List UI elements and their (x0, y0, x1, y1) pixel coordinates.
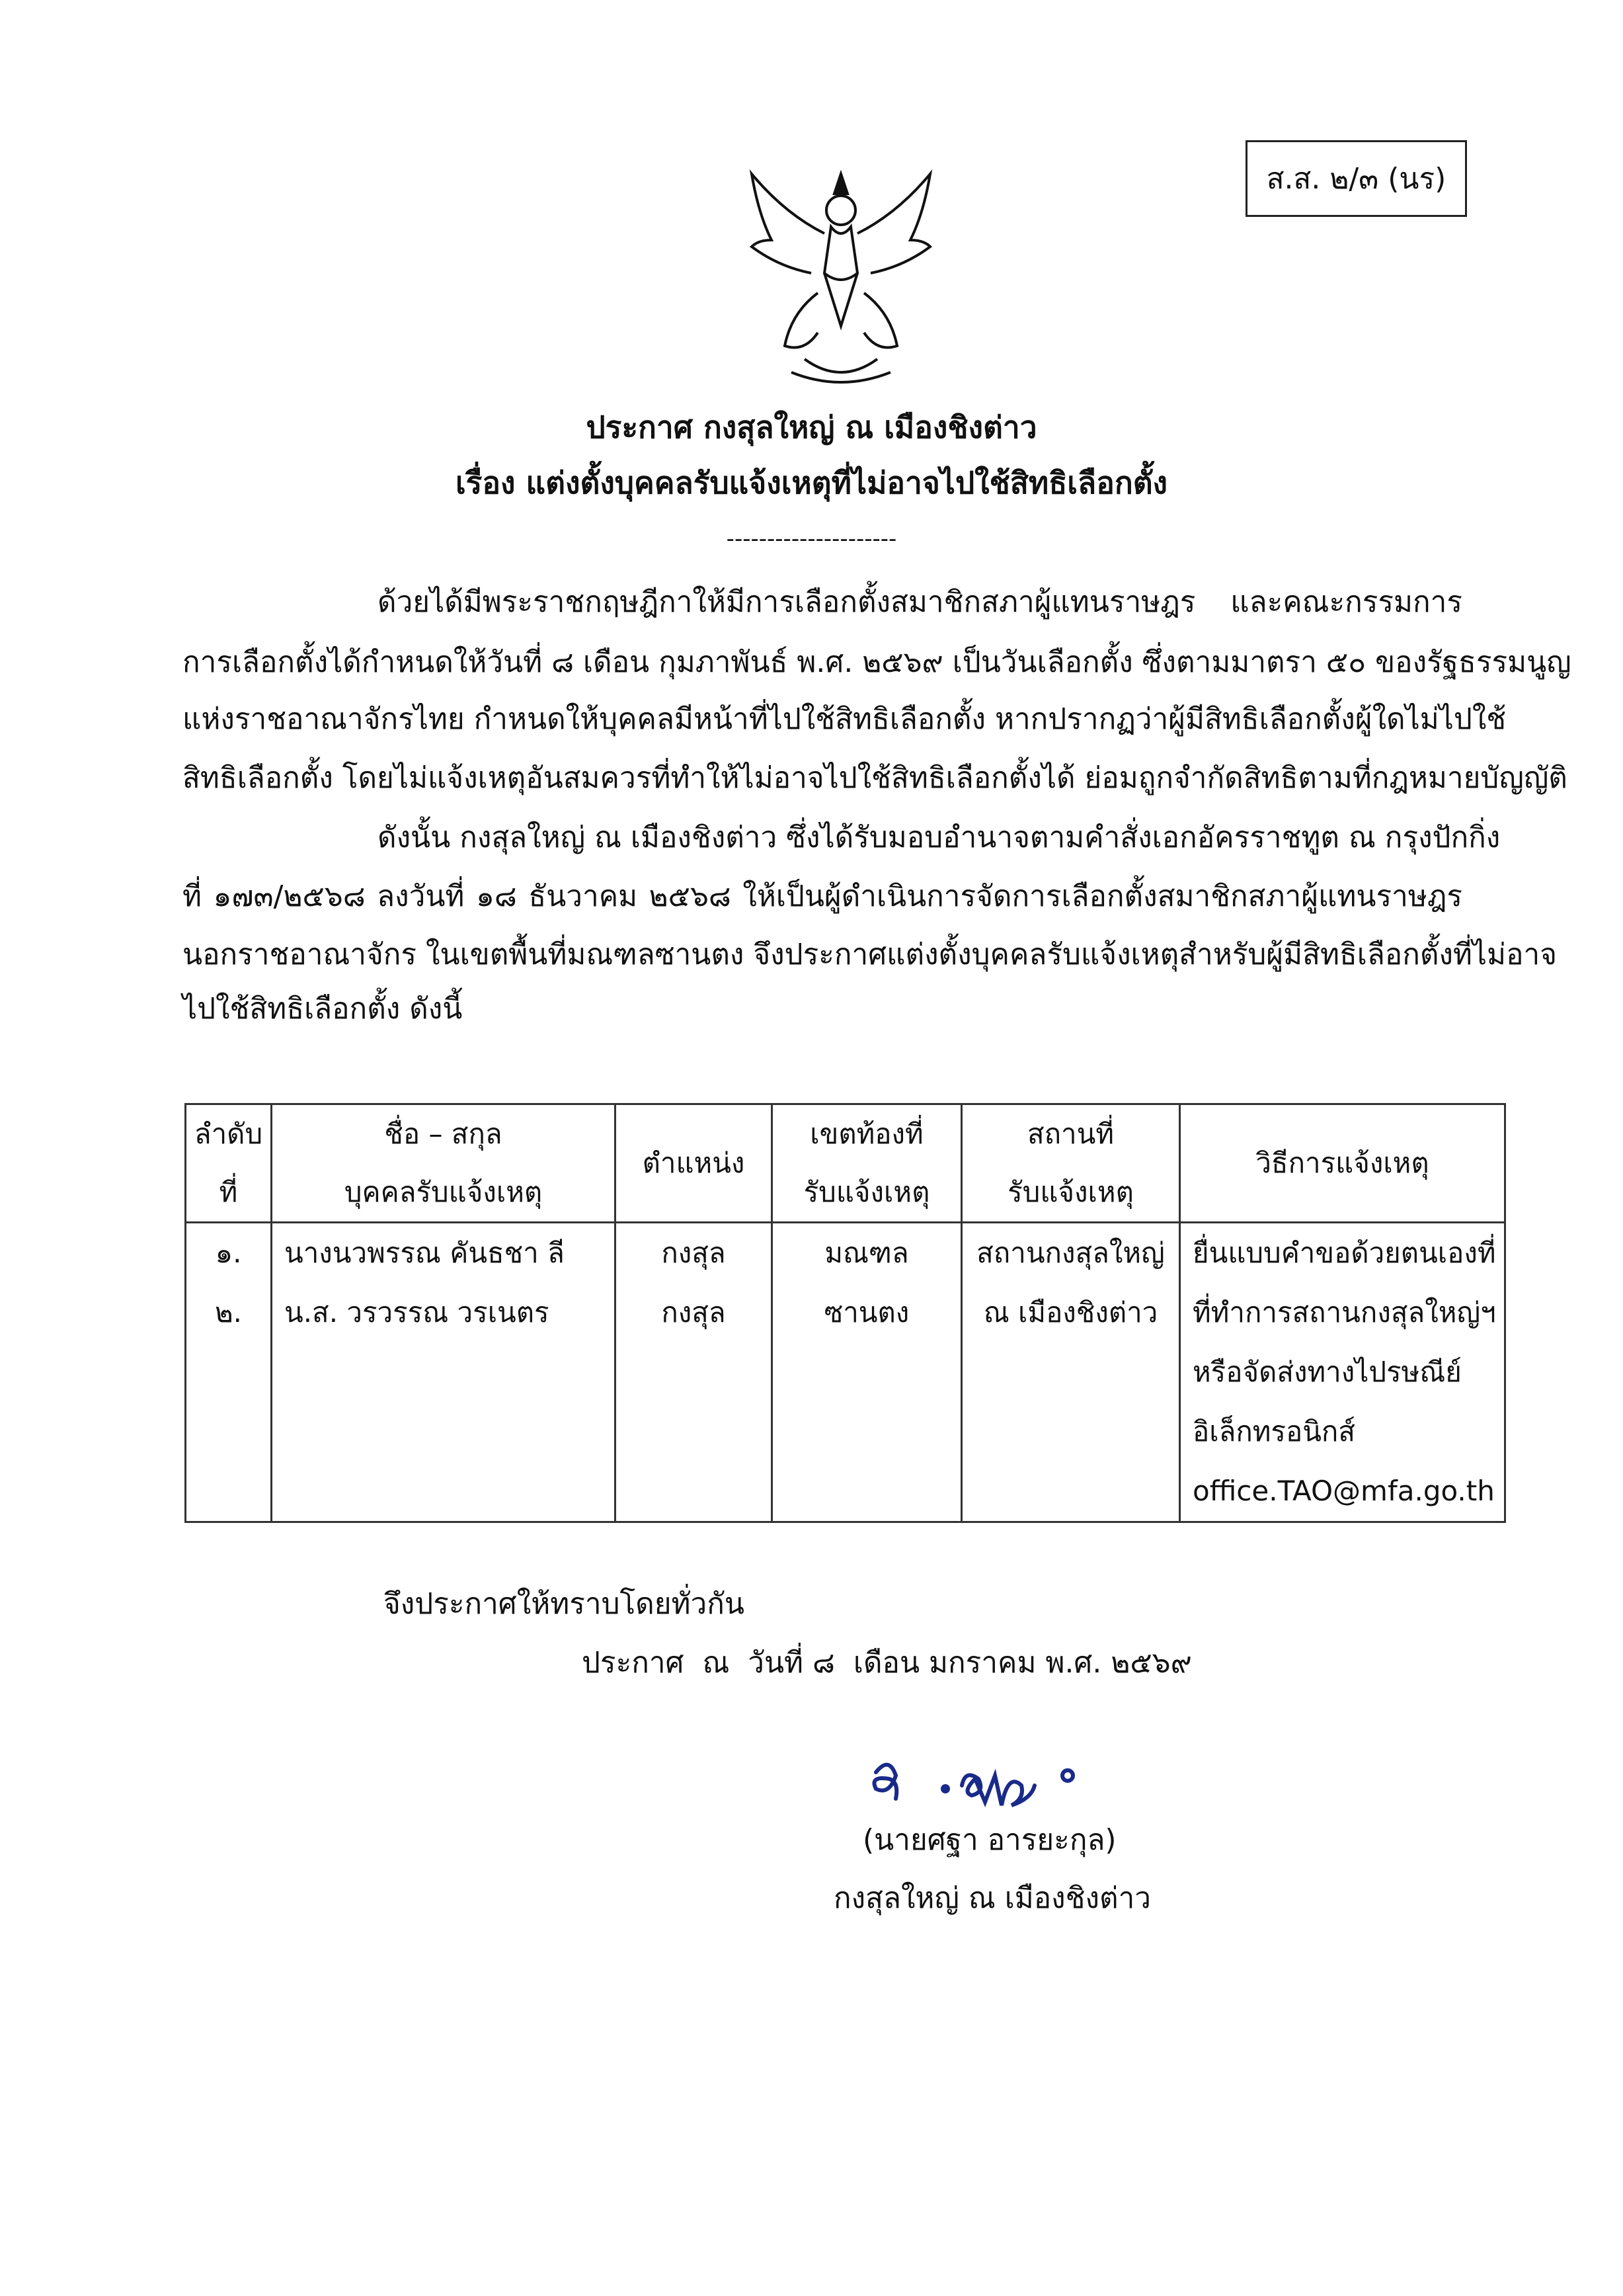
name-cell: นางนวพรรณ คันธชา ลี น.ส. วรวรรณ วรเนตร (272, 1223, 615, 1522)
announcement-title: ประกาศ กงสุลใหญ่ ณ เมืองชิงต่าว (586, 409, 1037, 445)
paragraph2-line: ที่ ๑๗๓/๒๕๖๘ ลงวันที่ ๑๘ ธันวาคม ๒๕๖๘ ให้เป็นผู้ดำเนินการจัดการเลือกตั้งสมาชิกสภาผู้แทนราษฎร (182, 880, 1462, 913)
method-cell: ยื่นแบบคำขอด้วยตนเองที่ ที่ทำการสถานกงสุลใหญ่ฯ หรือจัดส่งทางไปรษณีย์ อิเล็กทรอนิกส์ office.TAO@mfa.go.th (1180, 1223, 1505, 1522)
position-cell: กงสุล กงสุล (615, 1223, 772, 1522)
table-header-row (186, 1104, 1505, 1223)
paragraph1-line: แห่งราชอาณาจักรไทย กำหนดให้บุคคลมีหน้าที่ไปใช้สิทธิเลือกตั้ง หากปรากฏว่าผู้มีสิทธิเลือกตั้งผู้ใดไม่ไปใช้ (182, 702, 1507, 736)
form-code-box (1246, 140, 1467, 217)
header-area: เขตท้องที่ รับแจ้งเหตุ (772, 1104, 962, 1223)
header-place: สถานที่ รับแจ้งเหตุ (962, 1104, 1180, 1223)
header-no: ลำดับ ที่ (186, 1104, 272, 1223)
form-code: ส.ส. ๒/๓ (นร) (1266, 162, 1446, 196)
signature-image (863, 1752, 1091, 1815)
paragraph1-line: การเลือกตั้งได้กำหนดให้วันที่ ๘ เดือน กุมภาพันธ์ พ.ศ. ๒๕๖๙ เป็นวันเลือกตั้ง ซึ่งตามมาตรา ๕๐ ของรัฐธรรมนูญ (182, 645, 1571, 679)
separator: --------------------- (726, 526, 897, 552)
announcement-date: ประกาศ ณ วันที่ ๘ เดือน มกราคม พ.ศ. ๒๕๖๙ (582, 1646, 1192, 1680)
signer-position: กงสุลใหญ่ ณ เมืองชิงต่าว (834, 1881, 1152, 1915)
announcement-subject: เรื่อง แต่งตั้งบุคคลรับแจ้งเหตุที่ไม่อาจไปใช้สิทธิเลือกตั้ง (455, 465, 1168, 501)
area-cell: มณฑล ซานตง (772, 1223, 962, 1522)
table-body-row (186, 1223, 1505, 1522)
paragraph2-line: ดังนั้น กงสุลใหญ่ ณ เมืองชิงต่าว ซึ่งได้รับมอบอำนาจตามคำสั่งเอกอัครราชทูต ณ กรุงปักกิ่ง (377, 821, 1501, 854)
informant-table (184, 1103, 1506, 1523)
number-cell: ๑. ๒. (186, 1223, 272, 1522)
header-method: วิธีการแจ้งเหตุ (1180, 1104, 1505, 1223)
paragraph2-line: ไปใช้สิทธิเลือกตั้ง ดังนี้ (182, 992, 463, 1026)
garuda-emblem-icon (738, 161, 943, 384)
header-position: ตำแหน่ง (615, 1104, 772, 1223)
closing-text: จึงประกาศให้ทราบโดยทั่วกัน (383, 1587, 744, 1621)
header-name: ชื่อ – สกุล บุคคลรับแจ้งเหตุ (272, 1104, 615, 1223)
paragraph1-line: ด้วยได้มีพระราชกฤษฎีกาให้มีการเลือกตั้งสมาชิกสภาผู้แทนราษฎร และคณะกรรมการ (377, 585, 1462, 619)
email-link[interactable]: office.TAO@mfa.go.th (1193, 1475, 1495, 1507)
paragraph1-line: สิทธิเลือกตั้ง โดยไม่แจ้งเหตุอันสมควรที่ทำให้ไม่อาจไปใช้สิทธิเลือกตั้งได้ ย่อมถูกจำกัดสิทธิตามที่กฎหมายบัญญัติ (182, 761, 1567, 795)
paragraph2-line: นอกราชอาณาจักร ในเขตพื้นที่มณฑลซานตง จึงประกาศแต่งตั้งบุคคลรับแจ้งเหตุสำหรับผู้มีสิทธิเลือกตั้งที่ไม่อาจ (182, 938, 1557, 971)
signer-name: (นายศฐา อารยะกุล) (863, 1823, 1117, 1857)
place-cell: สถานกงสุลใหญ่ ณ เมืองชิงต่าว (962, 1223, 1180, 1522)
